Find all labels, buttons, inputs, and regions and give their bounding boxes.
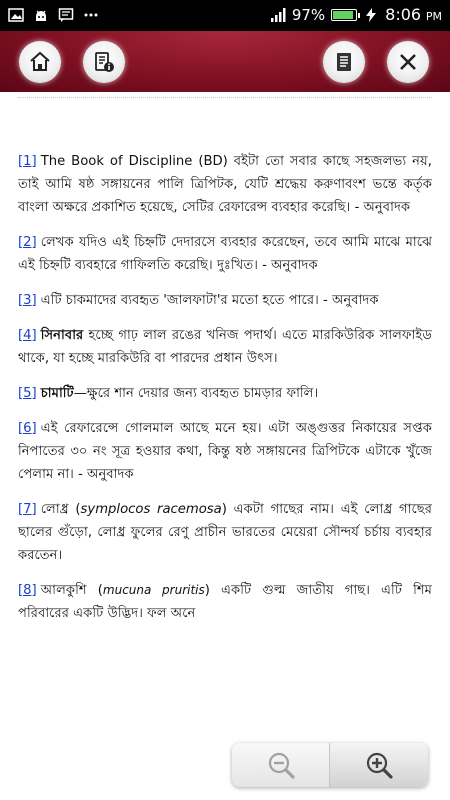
footnote-5: [5] চামাটি—ক্ষুরে শান দেয়ার জন্য ব্যবহৃত চামড়ার ফালি। bbox=[18, 386, 319, 401]
zoom-in-button[interactable] bbox=[330, 743, 428, 787]
footnote-6: [6] এই রেফারেন্সে গোলমাল আছে মনে হয়। এটা অঙ্গুত্তর নিকায়ের সপ্তক নিপাতের ৩০ নং সূত্র হওয়ার কথা, কিন্তু ষষ্ঠ সঙ্গায়নের ত্রিপিটকে এটাকে খুঁজে পেলাম না। - অনুবাদক bbox=[18, 421, 432, 482]
footnote-4: [4] সিনাবার হচ্ছে গাঢ় লাল রঙের খনিজ পদার্থ। এতে মারকিউরিক সালফাইড থাকে, যা হচ্ছে মারকিউরি বা পারদের প্রধান উৎস। bbox=[18, 328, 432, 366]
footnote-8: [8] আলকুশি (mucuna pruritis) একটি গুল্ম জাতীয় গাছ। এটি শিম পরিবারের একটি উদ্ভিদ। ফল অনে bbox=[18, 583, 432, 621]
footnote-1: [1] The Book of Discipline (BD) বইটা তো সবার কাছে সহজলভ্য নয়, তাই আমি ষষ্ঠ সঙ্গায়নের পালি ত্রিপিটক, যেটি শ্রদ্ধেয় করুণাবংশ ভন্তে কর্তৃক বাংলা অক্ষরে প্রকাশিত হয়েছে, সেটির রেফারেন্স ব্যবহার করেছি। - অনুবাদক bbox=[18, 154, 432, 215]
battery-percent: 97% bbox=[291, 5, 326, 24]
book-info-button[interactable] bbox=[83, 41, 125, 83]
close-button[interactable] bbox=[387, 41, 429, 83]
footnote-link-3[interactable]: [3] bbox=[18, 293, 37, 308]
clock: 8:06 PM bbox=[385, 5, 442, 24]
home-button[interactable] bbox=[19, 41, 61, 83]
close-icon bbox=[396, 50, 420, 74]
zoom-controls bbox=[232, 743, 428, 787]
footnotes-content[interactable] bbox=[18, 92, 432, 800]
zoom-in-icon bbox=[364, 750, 394, 780]
home-icon bbox=[28, 50, 52, 74]
android-icon bbox=[33, 7, 49, 23]
contents-icon bbox=[332, 50, 356, 74]
footnote-2: [2] লেখক যদিও এই চিহ্নটি দেদারসে ব্যবহার করেছেন, তবে আমি মাঝে মাঝে এই চিহ্নটি ব্যবহারে গাফিলতি করেছি। দুঃখিত। - অনুবাদক bbox=[18, 235, 432, 273]
contents-button[interactable] bbox=[323, 41, 365, 83]
app-toolbar bbox=[0, 31, 450, 92]
more-icon bbox=[83, 7, 99, 23]
footnote-7: [7] লোধ্র (symplocos racemosa) একটা গাছের নাম। এই লোধ্র গাছের ছালের গুঁড়ো, লোধ্র ফুলের রেণু প্রাচীন ভারতের মেয়েরা সৌন্দর্য চর্চায় ব্যবহার করতেন। bbox=[18, 502, 432, 563]
info-book-icon bbox=[92, 50, 116, 74]
footnote-link-2[interactable]: [2] bbox=[18, 235, 37, 250]
status-bar bbox=[0, 0, 450, 31]
footnote-link-4[interactable]: [4] bbox=[18, 328, 37, 343]
charging-icon bbox=[363, 7, 379, 23]
footnote-link-8[interactable]: [8] bbox=[18, 583, 37, 598]
zoom-out-button[interactable] bbox=[232, 743, 330, 787]
signal-icon bbox=[270, 7, 286, 23]
message-icon bbox=[58, 7, 74, 23]
divider bbox=[18, 97, 432, 98]
footnote-link-6[interactable]: [6] bbox=[18, 421, 37, 436]
zoom-out-icon bbox=[266, 750, 296, 780]
battery-icon bbox=[331, 9, 357, 21]
image-icon bbox=[8, 7, 24, 23]
footnote-link-1[interactable]: [1] bbox=[18, 154, 37, 169]
footnote-link-5[interactable]: [5] bbox=[18, 386, 37, 401]
footnote-link-7[interactable]: [7] bbox=[18, 502, 37, 517]
footnote-3: [3] এটি চাকমাদের ব্যবহৃত 'জালফাটা'র মতো হতে পারে। - অনুবাদক bbox=[18, 293, 379, 308]
